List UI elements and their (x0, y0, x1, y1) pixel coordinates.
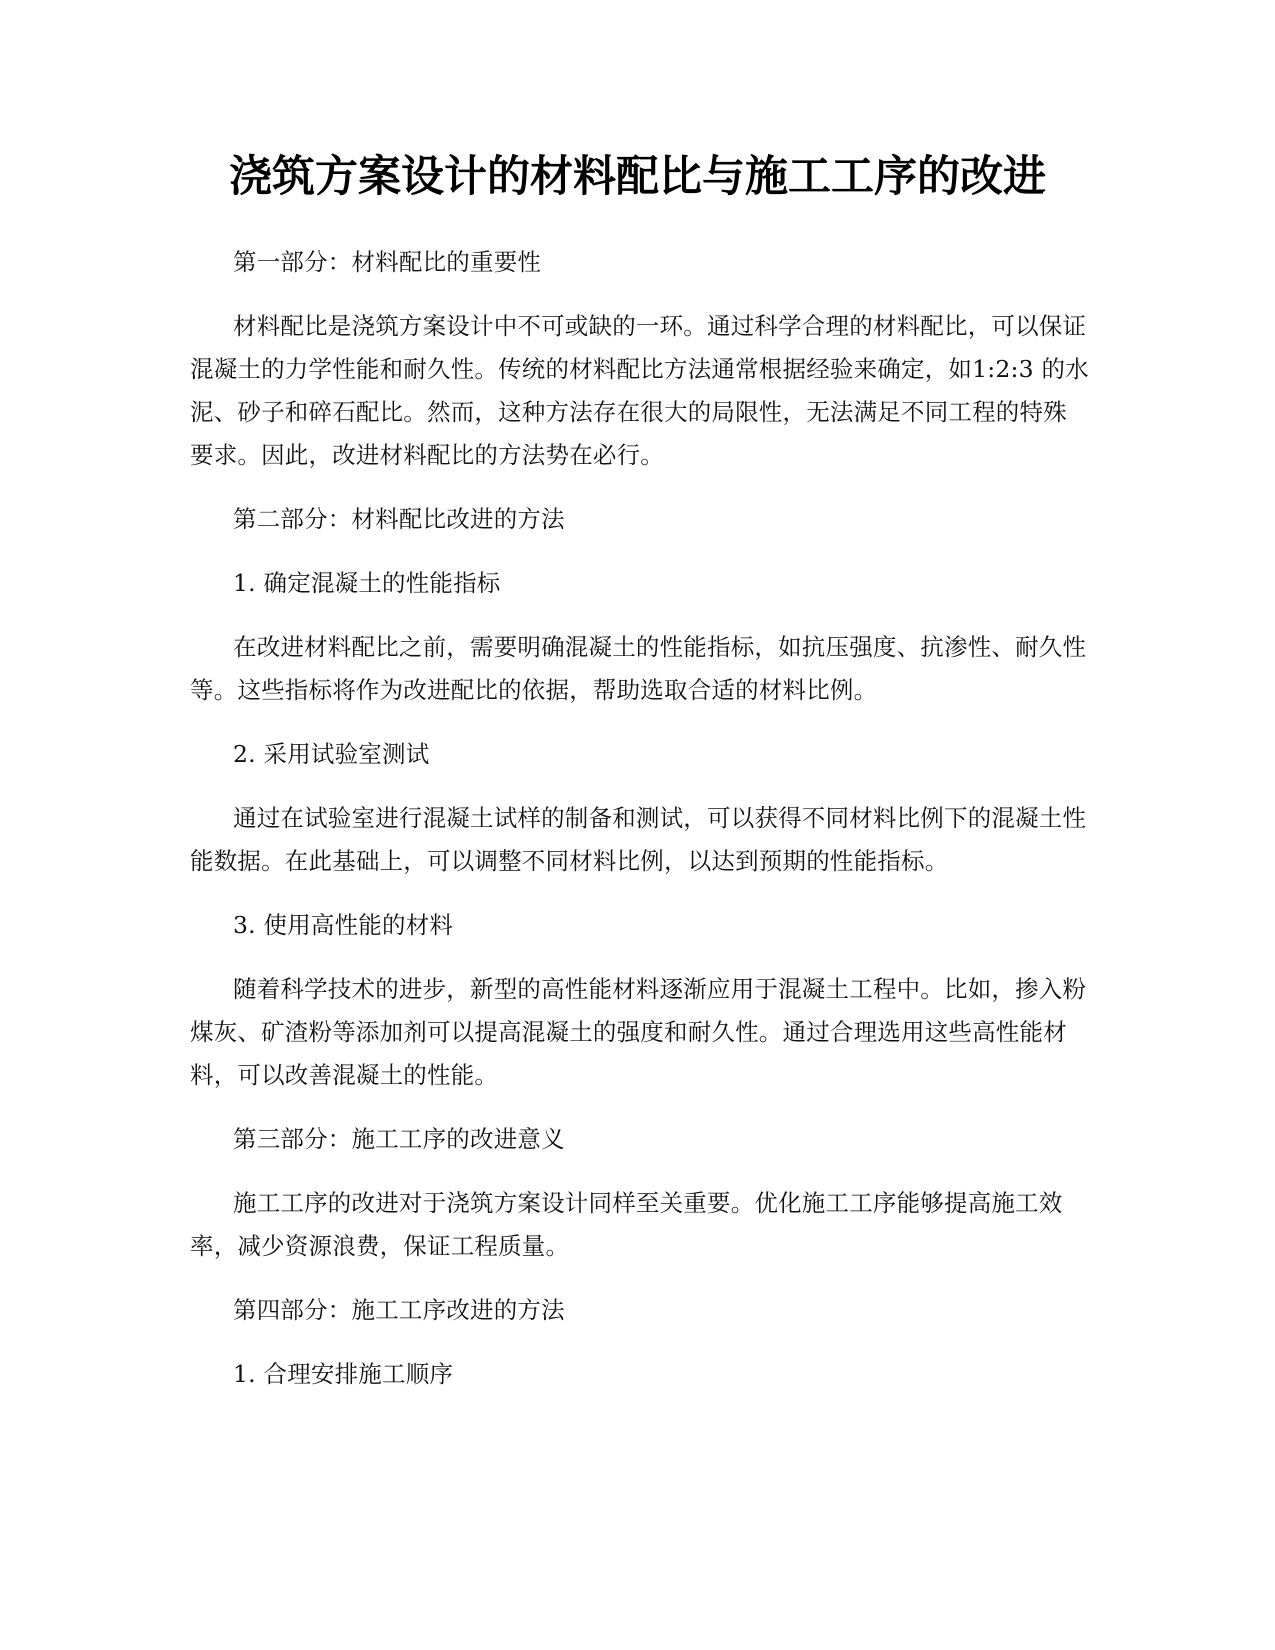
paragraph-process-improvement-significance: 施工工序的改进对于浇筑方案设计同样至关重要。优化施工工序能够提高施工效率，减少资源浪费，保证工程质量。 (190, 1189, 1063, 1260)
section-heading-part-4: 第四部分：施工工序改进的方法 (233, 1296, 565, 1324)
document-title: 浇筑方案设计的材料配比与施工工序的改进 (229, 152, 1046, 202)
section-heading-part-3: 第三部分：施工工序的改进意义 (233, 1125, 565, 1153)
subheading-construction-sequence: 1. 合理安排施工顺序 (233, 1360, 454, 1388)
subheading-high-performance-materials: 3. 使用高性能的材料 (233, 911, 454, 939)
section-heading-part-2: 第二部分：材料配比改进的方法 (233, 505, 565, 533)
subheading-lab-testing: 2. 采用试验室测试 (233, 740, 430, 768)
paragraph-material-ratio-importance: 材料配比是浇筑方案设计中不可或缺的一环。通过科学合理的材料配比，可以保证混凝土的力学性能和耐久性。传统的材料配比方法通常根据经验来确定，如1:2:3 的水泥、砂子和碎石配比。然而，这种方法存在很大的局限性，无法满足不同工程的特殊要求。因此，改进材料配比的方法势在必行。 (190, 312, 1089, 469)
paragraph-high-performance-materials: 随着科学技术的进步，新型的高性能材料逐渐应用于混凝土工程中。比如，掺入粉煤灰、矿渣粉等添加剂可以提高混凝土的强度和耐久性。通过合理选用这些高性能材料，可以改善混凝土的性能。 (190, 975, 1087, 1089)
document-body (190, 241, 1090, 1417)
paragraph-performance-indicators: 在改进材料配比之前，需要明确混凝土的性能指标，如抗压强度、抗渗性、耐久性等。这些指标将作为改进配比的依据，帮助选取合适的材料比例。 (190, 633, 1087, 704)
paragraph-lab-testing: 通过在试验室进行混凝土试样的制备和测试，可以获得不同材料比例下的混凝土性能数据。在此基础上，可以调整不同材料比例，以达到预期的性能指标。 (190, 804, 1087, 875)
subheading-performance-indicators: 1. 确定混凝土的性能指标 (233, 569, 501, 597)
section-heading-part-1: 第一部分：材料配比的重要性 (233, 248, 542, 276)
